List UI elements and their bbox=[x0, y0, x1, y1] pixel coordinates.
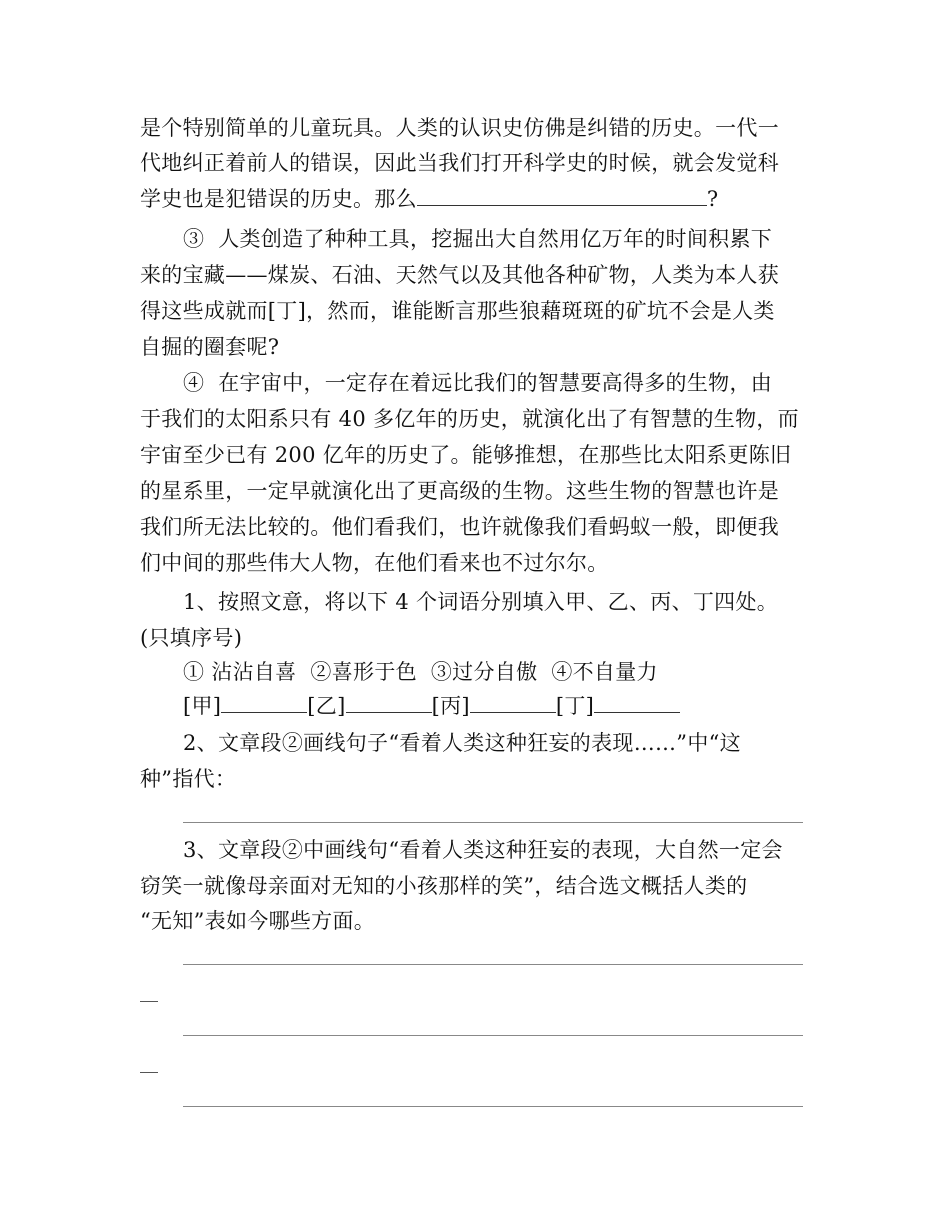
answer-line-continuation bbox=[140, 1001, 158, 1002]
paragraph-3-line: 来的宝藏——煤炭、石油、天然气以及其他各种矿物，人类为本人获 bbox=[140, 263, 779, 287]
paragraph-4-line: 我们所无法比较的。他们看我们，也许就像我们看蚂蚁一般，即便我 bbox=[140, 515, 779, 539]
paragraph-4-line: 们中间的那些伟大人物，在他们看来也不过尔尔。 bbox=[140, 551, 609, 575]
question-3-text: “无知”表如今哪些方面。 bbox=[140, 909, 376, 933]
text-fragment: ? bbox=[706, 187, 719, 211]
answer-line[interactable] bbox=[183, 822, 803, 823]
paragraph-3-line: 得这些成就而[丁]，然而，谁能断言那些狼藉斑斑的矿坑不会是人类 bbox=[140, 299, 775, 323]
answer-blank[interactable] bbox=[594, 690, 680, 713]
answer-blank[interactable] bbox=[470, 690, 556, 713]
question-3-text: 窃笑一就像母亲面对无知的小孩那样的笑”，结合选文概括人类的 bbox=[140, 874, 748, 898]
question-1-note: (只填序号) bbox=[140, 626, 243, 650]
question-1-text: 1、按照文意，将以下 4 个词语分别填入甲、乙、丙、丁四处。 bbox=[183, 590, 779, 614]
question-1-blanks bbox=[183, 689, 823, 724]
question-2-text: 2、文章段②画线句子“看着人类这种狂妄的表现……”中“这 bbox=[183, 731, 741, 755]
answer-line[interactable] bbox=[183, 1106, 803, 1107]
paragraph-4-line: ④ 在宇宙中，一定存在着远比我们的智慧要高得多的生物，由 bbox=[183, 371, 773, 395]
blank-label: [甲] bbox=[183, 694, 222, 718]
text-line: 是个特别简单的儿童玩具。人类的认识史仿佛是纠错的历史。一代一 bbox=[140, 116, 779, 140]
question-1-options: ① 沾沾自喜 ②喜形于色 ③过分自傲 ④不自量力 bbox=[183, 660, 658, 684]
answer-blank[interactable] bbox=[221, 690, 307, 713]
paragraph-3-line: ③ 人类创造了种种工具，挖掘出大自然用亿万年的时间积累下 bbox=[183, 227, 773, 251]
text-line: 代地纠正着前人的错误，因此当我们打开科学史的时候，就会发觉科 bbox=[140, 151, 779, 175]
blank-label: [乙] bbox=[307, 694, 346, 718]
answer-blank[interactable] bbox=[417, 183, 707, 206]
paragraph-4-line: 于我们的太阳系只有 40 多亿年的历史，就演化出了有智慧的生物，而 bbox=[140, 407, 799, 431]
paragraph-3-line: 自掘的圈套呢? bbox=[140, 335, 280, 359]
answer-line[interactable] bbox=[183, 964, 803, 965]
answer-blank[interactable] bbox=[346, 690, 432, 713]
question-3-text: 3、文章段②中画线句“看着人类这种狂妄的表现，大自然一定会 bbox=[183, 838, 783, 862]
text-fragment: 学史也是犯错误的历史。那么 bbox=[140, 187, 417, 211]
text-line bbox=[140, 182, 820, 217]
blank-label: [丙] bbox=[431, 694, 470, 718]
answer-line[interactable] bbox=[183, 1035, 803, 1036]
answer-line-continuation bbox=[140, 1072, 158, 1073]
paragraph-4-line: 宇宙至少已有 200 亿年的历史了。能够推想，在那些比太阳系更陈旧 bbox=[140, 443, 792, 467]
paragraph-4-line: 的星系里，一定早就演化出了更高级的生物。这些生物的智慧也许是 bbox=[140, 479, 779, 503]
question-2-text: 种”指代： bbox=[140, 767, 237, 791]
blank-label: [丁] bbox=[555, 694, 595, 718]
